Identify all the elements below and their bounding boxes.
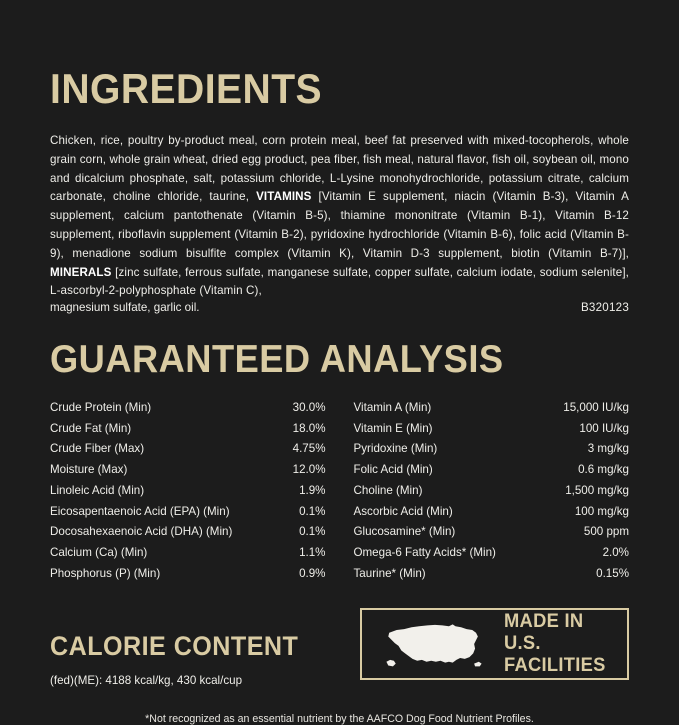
- nutrient-value: 1.1%: [299, 546, 326, 560]
- nutrient-label: Choline (Min): [353, 483, 423, 497]
- made-in-usa-line2: FACILITIES: [504, 654, 606, 677]
- calorie-content-block: [50, 608, 350, 686]
- nutrient-value: 15,000 IU/kg: [563, 400, 629, 414]
- made-in-usa-line1: MADE IN U.S.: [504, 610, 584, 655]
- nutrient-value: 100 IU/kg: [579, 421, 629, 435]
- nutrient-label: Vitamin E (Min): [353, 421, 433, 435]
- guaranteed-analysis-row: [50, 501, 326, 522]
- made-in-usa-text: [504, 611, 606, 676]
- guaranteed-analysis-row: [50, 543, 326, 564]
- ingredients-text: [50, 132, 629, 301]
- nutrient-label: Vitamin A (Min): [353, 400, 432, 414]
- nutrient-value: 0.6 mg/kg: [578, 463, 629, 477]
- nutrient-label: Phosphorus (P) (Min): [50, 567, 161, 580]
- nutrient-label: Calcium (Ca) (Min): [50, 546, 148, 560]
- guaranteed-analysis-row: [50, 563, 326, 584]
- nutrient-value: 0.1%: [299, 504, 326, 518]
- nutrient-label: Moisture (Max): [50, 463, 128, 477]
- ingredients-text-part3: [zinc sulfate, ferrous sulfate, manganese sulfate, copper sulfate, calcium iodate, sodium selenite], L-ascorbyl-2-polyphosphate (Vitamin C),: [50, 265, 629, 298]
- guaranteed-analysis-row: [354, 397, 630, 418]
- guaranteed-analysis-left-column: [50, 397, 326, 584]
- guaranteed-analysis-row: [50, 460, 326, 481]
- nutrient-label: Ascorbic Acid (Min): [353, 504, 453, 518]
- nutrient-value: 3 mg/kg: [587, 442, 629, 456]
- ingredients-text-part2: [Vitamin E supplement, niacin (Vitamin B-3), Vitamin A supplement, calcium pantothenate (Vitamin B-5), thiamine mononitrate (Vitamin B-1), Vitamin B-12 supplement, riboflavin supplement (Vitamin B-2), pyridoxine hydrochloride (Vitamin B-6), folic acid (Vitamin B-9), menadione sodium bisulfite complex (Vitamin K), Vitamin D-3 supplement, biotin (Vitamin B-7)],: [50, 190, 630, 260]
- guaranteed-analysis-row: [354, 460, 630, 481]
- nutrient-value: 30.0%: [292, 400, 326, 414]
- ingredients-vitamins-label: VITAMINS: [256, 190, 312, 204]
- guaranteed-analysis-row: [50, 522, 326, 543]
- ingredients-heading: INGREDIENTS: [50, 65, 323, 113]
- nutrient-label: Pyridoxine (Min): [353, 442, 438, 456]
- ingredients-last-line-row: [50, 301, 629, 314]
- nutrient-label: Omega-6 Fatty Acids* (Min): [353, 546, 496, 560]
- guaranteed-analysis-row: [354, 563, 630, 584]
- nutrient-label: Crude Fiber (Max): [50, 442, 145, 456]
- nutrient-value: 0.15%: [596, 567, 629, 580]
- nutrient-label: Taurine* (Min): [353, 567, 426, 580]
- nutrient-value: 2.0%: [602, 546, 629, 560]
- nutrient-value: 1,500 mg/kg: [565, 483, 629, 497]
- ingredients-text-part1: Chicken, rice, poultry by-product meal, corn protein meal, beef fat preserved with mixed-tocopherols, whole grain corn, whole grain wheat, dried egg product, pea fiber, fish meal, natural flavor, fish oil, soybean oil, mono and dicalcium phosphate, salt, potassium chloride, L-Lysine monohydrochloride, potassium citrate, calcium carbonate, choline chloride, taurine,: [50, 134, 629, 204]
- nutrient-label: Crude Fat (Min): [50, 421, 132, 435]
- guaranteed-analysis-row: [354, 418, 630, 439]
- guaranteed-analysis-heading: GUARANTEED ANALYSIS: [50, 338, 504, 382]
- usa-map-icon: [380, 616, 488, 672]
- guaranteed-analysis-row: [50, 439, 326, 460]
- nutrient-value: 0.9%: [299, 567, 326, 580]
- ingredients-minerals-label: MINERALS: [50, 265, 112, 279]
- nutrient-value: 1.9%: [299, 483, 326, 497]
- nutrient-label: Docosahexaenoic Acid (DHA) (Min): [50, 525, 233, 539]
- guaranteed-analysis-table: [50, 397, 629, 584]
- nutrient-value: 12.0%: [292, 463, 326, 477]
- nutrient-value: 0.1%: [299, 525, 326, 539]
- guaranteed-analysis-row: [354, 501, 630, 522]
- bottom-section: [50, 608, 629, 686]
- nutrient-value: 100 mg/kg: [574, 504, 629, 518]
- nutrient-label: Glucosamine* (Min): [353, 525, 456, 539]
- guaranteed-analysis-row: [354, 522, 630, 543]
- nutrient-label: Crude Protein (Min): [50, 400, 152, 414]
- nutrient-value: 4.75%: [292, 442, 326, 456]
- made-in-usa-badge: [360, 608, 629, 680]
- guaranteed-analysis-row: [50, 397, 326, 418]
- guaranteed-analysis-row: [354, 480, 630, 501]
- footnote-text: *Not recognized as an essential nutrient by the AAFCO Dog Food Nutrient Profiles.: [145, 712, 534, 725]
- nutrient-label: Eicosapentaenoic Acid (EPA) (Min): [50, 504, 230, 518]
- batch-code: B320123: [580, 301, 629, 315]
- guaranteed-analysis-row: [50, 480, 326, 501]
- nutrient-label: Folic Acid (Min): [353, 463, 433, 477]
- guaranteed-analysis-row: [354, 439, 630, 460]
- nutrient-value: 18.0%: [292, 421, 326, 435]
- ingredients-text-last-line: magnesium sulfate, garlic oil.: [50, 301, 200, 315]
- calorie-content-value: (fed)(ME): 4188 kcal/kg, 430 kcal/cup: [50, 673, 243, 687]
- guaranteed-analysis-right-column: [354, 397, 630, 584]
- nutrient-value: 500 ppm: [583, 525, 629, 539]
- guaranteed-analysis-row: [354, 543, 630, 564]
- calorie-content-heading: CALORIE CONTENT: [50, 630, 299, 661]
- guaranteed-analysis-row: [50, 418, 326, 439]
- nutrient-label: Linoleic Acid (Min): [50, 483, 145, 497]
